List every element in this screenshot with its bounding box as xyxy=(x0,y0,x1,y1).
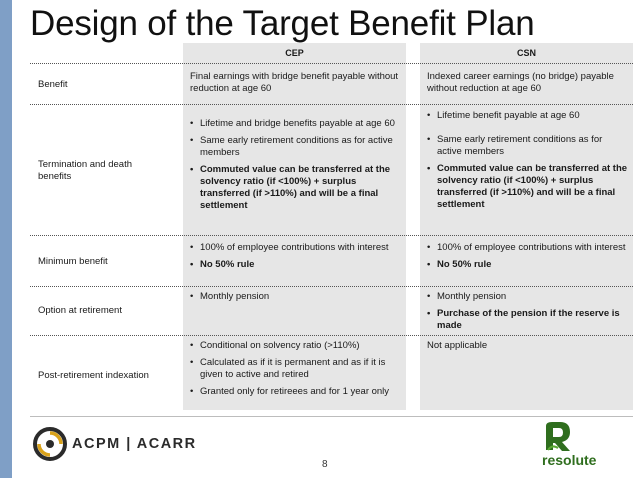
bullet-item: • Purchase of the pension if the reserve is made xyxy=(427,308,629,332)
bullet-item: • 100% of employee contributions with interest xyxy=(427,242,629,254)
column-header-csn: CSN xyxy=(516,48,536,58)
csn-column-background xyxy=(420,43,633,410)
bullet-item: • 100% of employee contributions with interest xyxy=(190,242,400,254)
bullet-item: • Same early retirement conditions as for active members xyxy=(190,135,400,159)
footer-rule xyxy=(30,416,633,417)
slide-accent-bar xyxy=(0,0,12,478)
cell-text: Not applicable xyxy=(427,340,488,351)
row-label-termination: Termination and death benefits xyxy=(38,159,133,182)
row-separator xyxy=(30,63,633,64)
bullet-item: • Conditional on solvency ratio (>110%) xyxy=(190,340,400,352)
cell-minimum-csn xyxy=(427,242,629,276)
bullet-item: • Commuted value can be transferred at the solvency ratio (if <100%) + surplus transferred (if >110%) and will be a final settlement xyxy=(427,163,629,211)
row-separator xyxy=(30,286,633,287)
resolute-logo-text: resolute xyxy=(542,452,597,468)
page-number: 8 xyxy=(322,459,328,470)
row-label-option-retirement: Option at retirement xyxy=(38,305,122,316)
bullet-item: • Calculated as if it is permanent and as if it is given to active and retired xyxy=(190,357,400,381)
row-label-benefit: Benefit xyxy=(38,79,68,90)
bullet-item: • Monthly pension xyxy=(190,291,400,303)
column-header-cep: CEP xyxy=(285,48,304,58)
cell-option-csn xyxy=(427,291,629,337)
bullet-item: • Lifetime and bridge benefits payable at age 60 xyxy=(190,118,400,130)
cell-benefit-cep xyxy=(190,71,400,95)
bullet-item: • Monthly pension xyxy=(427,291,629,303)
bullet-item: • No 50% rule xyxy=(190,259,400,271)
cell-termination-csn xyxy=(427,110,629,216)
bullet-item: • Granted only for retireees and for 1 year only xyxy=(190,386,400,398)
row-separator xyxy=(30,104,633,105)
cell-benefit-csn xyxy=(427,71,629,95)
row-label-minimum-benefit: Minimum benefit xyxy=(38,256,108,267)
bullet-item: • Commuted value can be transferred at the solvency ratio (if <100%) + surplus transferred (if >110%) and will be a final settlement xyxy=(190,164,400,212)
cell-option-cep xyxy=(190,291,400,308)
cell-text: Indexed career earnings (no bridge) payable without reduction at age 60 xyxy=(427,71,614,94)
bullet-item: • No 50% rule xyxy=(427,259,629,271)
cell-termination-cep xyxy=(190,118,400,217)
row-label-post-retirement-indexation: Post-retirement indexation xyxy=(38,370,149,381)
acpm-logo-text: ACPM | ACARR xyxy=(72,436,197,452)
row-separator xyxy=(30,235,633,236)
bullet-item: • Same early retirement conditions as for active members xyxy=(427,134,629,158)
cell-minimum-cep xyxy=(190,242,400,276)
cell-indexation-csn xyxy=(427,340,629,352)
cell-indexation-cep xyxy=(190,340,400,403)
bullet-item: • Lifetime benefit payable at age 60 xyxy=(427,110,629,122)
cell-text: Final earnings with bridge benefit payable without reduction at age 60 xyxy=(190,71,399,94)
slide-title: Design of the Target Benefit Plan xyxy=(30,4,535,43)
